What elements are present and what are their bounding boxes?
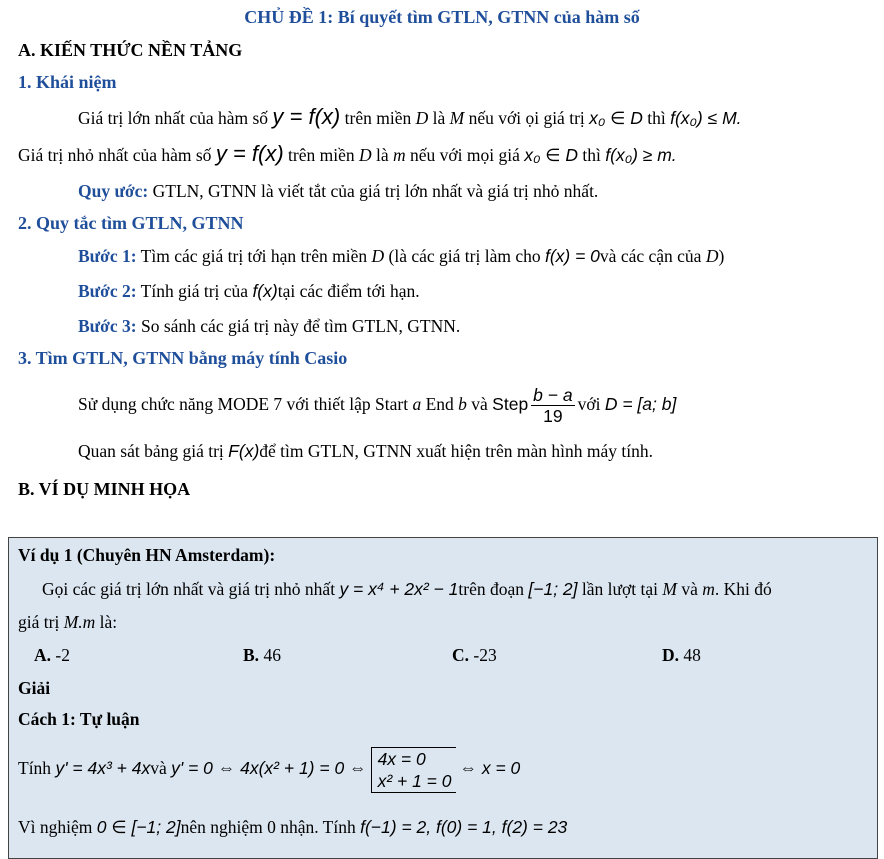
text: So sánh các giá trị này để tìm GTLN, GTNN. — [140, 316, 461, 336]
math-var: D — [705, 246, 719, 266]
example-heading: Ví dụ 1 (Chuyên HN Amsterdam): — [18, 545, 276, 565]
section-b-heading: B. VÍ DỤ MINH HỌA — [18, 479, 191, 499]
text: với — [577, 394, 601, 414]
step-1 — [78, 245, 724, 267]
text: nên nghiệm 0 nhận. Tính — [180, 817, 356, 837]
math-derivative: y' = 4x³ + 4x — [55, 758, 151, 778]
math-domain: D = [a; b] — [604, 394, 677, 414]
option-d[interactable] — [662, 644, 701, 666]
text: Sử dụng chức năng MODE 7 với thiết lập Start — [78, 394, 409, 414]
math-function: y = x⁴ + 2x² − 1 — [339, 579, 459, 599]
text: Tính — [18, 758, 52, 778]
text: Vì nghiệm — [18, 817, 93, 837]
observe-table — [78, 440, 653, 462]
definition-max — [78, 106, 742, 129]
math-var: M — [662, 579, 677, 599]
math-var: m — [393, 145, 406, 165]
text: Tìm các giá trị tới hạn trên miền — [140, 246, 368, 266]
text: là: — [99, 612, 118, 632]
math-values: f(−1) = 2, f(0) = 1, f(2) = 23 — [360, 817, 568, 837]
casio-instruction — [78, 382, 676, 426]
math-function: y = f(x) — [215, 141, 284, 166]
text: thì — [647, 108, 666, 128]
option-key: C. — [452, 645, 470, 665]
math-var: D — [371, 246, 385, 266]
text: (là các giá trị làm cho — [388, 246, 541, 266]
math-interval: [−1; 2] — [528, 579, 578, 599]
option-value: -23 — [473, 645, 497, 665]
text: Giá trị nhỏ nhất của hàm số — [18, 145, 212, 165]
text: giá trị — [18, 612, 60, 632]
step-3 — [78, 315, 460, 337]
equation-system — [371, 747, 456, 793]
option-key: D. — [662, 645, 680, 665]
option-key: A. — [34, 645, 52, 665]
option-b[interactable] — [243, 644, 281, 666]
math-var: a — [412, 394, 422, 414]
convention — [78, 180, 598, 202]
math-eq: f(x) = 0 — [544, 246, 600, 266]
math-var: D — [415, 108, 429, 128]
text: và các cận của — [599, 246, 702, 266]
math-result: ⇔ x = 0 — [459, 758, 521, 778]
text: Tính giá trị của — [140, 281, 249, 301]
system-line: x² + 1 = 0 — [377, 770, 452, 791]
text: trên đoạn — [458, 579, 525, 599]
math-cond: x₀ ∈ D — [524, 145, 579, 165]
text: ) — [718, 246, 725, 266]
math-var: M.m — [63, 612, 96, 632]
text: End — [425, 394, 454, 414]
option-value: -2 — [55, 645, 70, 665]
text: để tìm GTLN, GTNN xuất hiện trên màn hình máy tính. — [259, 441, 653, 461]
step-label: Bước 1: — [78, 246, 137, 266]
text: và — [150, 758, 167, 778]
option-key: B. — [243, 645, 260, 665]
section-2-heading: 2. Quy tắc tìm GTLN, GTNN — [18, 213, 244, 233]
math-step: Step — [492, 394, 529, 414]
example-question — [42, 578, 772, 600]
derivative-calc — [18, 740, 520, 796]
step-2 — [78, 280, 420, 302]
convention-text: GTLN, GTNN là viết tắt của giá trị lớn nhất và giá trị nhỏ nhất. — [152, 181, 599, 201]
math-var: M — [449, 108, 465, 128]
math-var: D — [358, 145, 372, 165]
math-Fx: F(x) — [228, 441, 260, 461]
option-c[interactable] — [452, 644, 497, 666]
fraction-denominator: 19 — [543, 406, 563, 427]
step-label: Bước 3: — [78, 316, 137, 336]
text: trên miền — [288, 145, 355, 165]
text: Quan sát bảng giá trị — [78, 441, 224, 461]
solution-heading: Giải — [18, 678, 51, 698]
option-a[interactable] — [34, 644, 70, 666]
text: tại các điểm tới hạn. — [277, 281, 420, 301]
section-a-heading: A. KIẾN THỨC NỀN TẢNG — [18, 40, 243, 60]
math-cond: x₀ ∈ D — [589, 108, 643, 128]
math-cond: f(x₀) ≤ M. — [670, 108, 742, 128]
method-heading: Cách 1: Tự luận — [18, 709, 140, 729]
text: Gọi các giá trị lớn nhất và giá trị nhỏ nhất — [42, 579, 336, 599]
page-title: CHỦ ĐỀ 1: Bí quyết tìm GTLN, GTNN của hàm số — [244, 7, 640, 27]
math-var: b — [458, 394, 467, 414]
example-question-cont — [18, 611, 117, 633]
text: và — [681, 579, 698, 599]
text: lần lượt tại — [581, 579, 658, 599]
system-line: 4x = 0 — [377, 748, 426, 769]
math-function: y = f(x) — [272, 104, 341, 129]
option-value: 46 — [263, 645, 281, 665]
text: là — [432, 108, 446, 128]
math-fx: f(x) — [252, 281, 278, 301]
text: . Khi đó — [714, 579, 772, 599]
math-equation: y' = 0 ⇔ 4x(x² + 1) = 0 ⇔ — [171, 758, 367, 778]
text: nếu với mọi giá — [410, 145, 520, 165]
text: nếu với ọi giá trị — [468, 108, 585, 128]
math-var: m — [702, 579, 715, 599]
root-check — [18, 816, 567, 838]
math-membership: 0 ∈ [−1; 2] — [96, 817, 181, 837]
math-cond: f(x₀) ≥ m. — [605, 145, 677, 165]
text: và — [471, 394, 488, 414]
convention-label: Quy ước: — [78, 181, 149, 201]
fraction — [531, 385, 574, 426]
text: thì — [582, 145, 601, 165]
section-1-heading: 1. Khái niệm — [18, 72, 117, 92]
definition-min — [18, 143, 677, 166]
text: là — [376, 145, 389, 165]
text: Giá trị lớn nhất của hàm số — [78, 108, 269, 128]
section-3-heading: 3. Tìm GTLN, GTNN bằng máy tính Casio — [18, 348, 348, 368]
option-value: 48 — [683, 645, 701, 665]
text: trên miền — [344, 108, 412, 128]
step-label: Bước 2: — [78, 281, 137, 301]
fraction-numerator: b − a — [533, 385, 573, 406]
